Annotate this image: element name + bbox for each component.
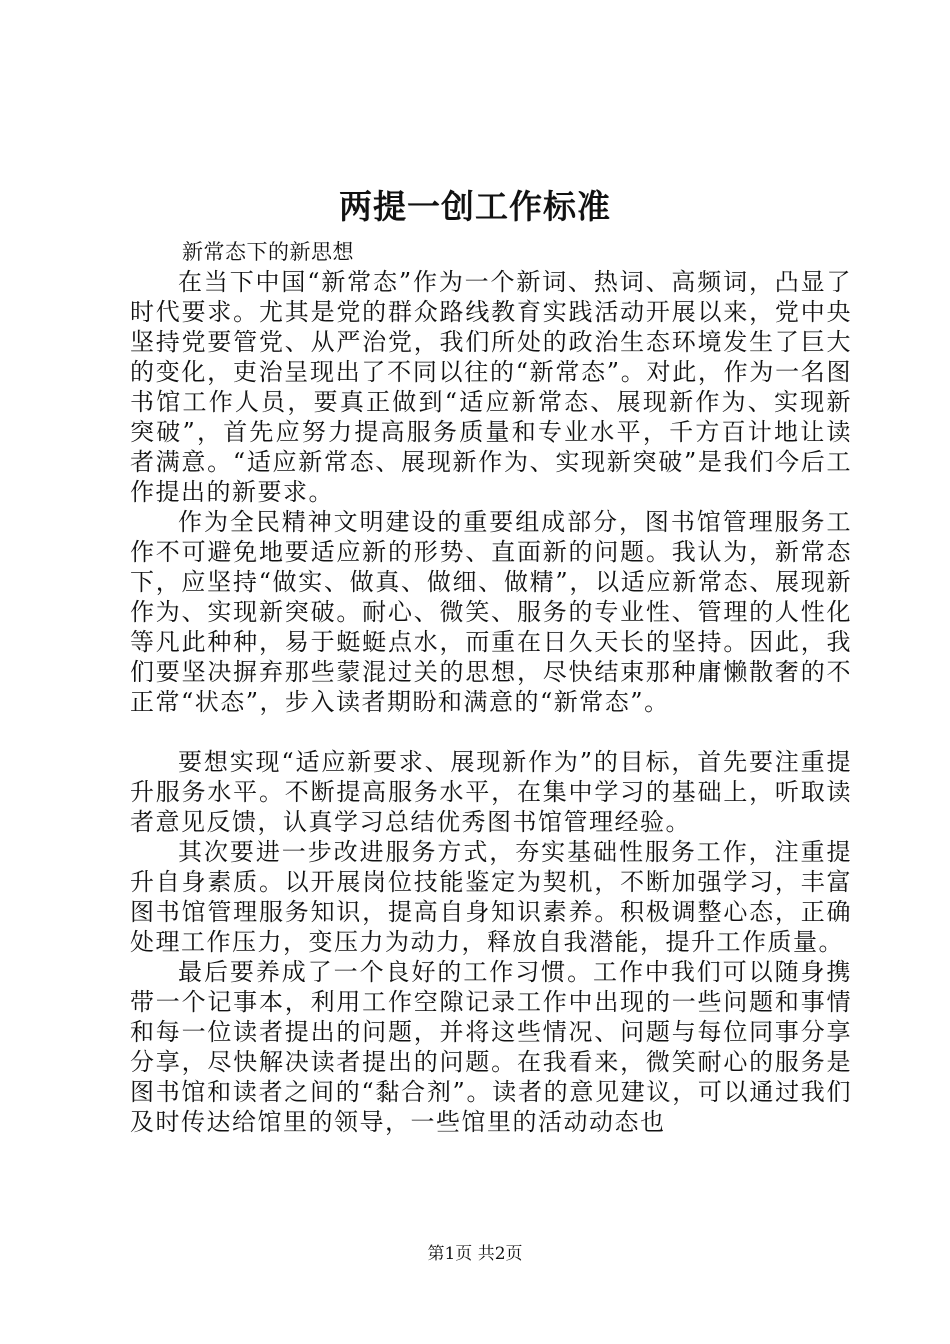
document-title: 两提一创工作标准 — [339, 187, 611, 226]
page-number-footer: 第1页 共2页 — [427, 1244, 523, 1264]
paragraph-1: 在当下中国“新常态”作为一个新词、热词、高频词，凸显了时代要求。尤其是党的群众路线教育实践活动开展以来，党中央坚持党要管党、从严治党，我们所处的政治生态环境发生了巨大的变化，吏治呈现出了不同以往的“新常态”。对此，作为一名图书馆工作人员，要真正做到“适应新常态、展现新作为、实现新突破”，首先应努力提高服务质量和专业水平，千方百计地让读者满意。“适应新常态、展现新作为、实现新突破”是我们今后工作提出的新要求。 — [130, 268, 852, 506]
document-body — [130, 237, 852, 1137]
paragraph-4: 其次要进一步改进服务方式，夯实基础性服务工作，注重提升自身素质。以开展岗位技能鉴定为契机，不断加强学习，丰富图书馆管理服务知识，提高自身知识素养。积极调整心态，正确处理工作压力，变压力为动力，释放自我潜能，提升工作质量。 — [130, 838, 852, 956]
paragraph-3: 要想实现“适应新要求、展现新作为”的目标，首先要注重提升服务水平。不断提高服务水平，在集中学习的基础上，听取读者意见反馈，认真学习总结优秀图书馆管理经验。 — [130, 748, 852, 836]
paragraph-2: 作为全民精神文明建设的重要组成部分，图书馆管理服务工作不可避免地要适应新的形势、直面新的问题。我认为，新常态下，应坚持“做实、做真、做细、做精”，以适应新常态、展现新作为、实现新突破。耐心、微笑、服务的专业性、管理的人性化等凡此种种，易于蜓蜓点水，而重在日久天长的坚持。因此，我们要坚决摒弃那些蒙混过关的思想，尽快结束那种庸懒散奢的不正常“状态”，步入读者期盼和满意的“新常态”。 — [130, 508, 852, 716]
section-subtitle: 新常态下的新思想 — [182, 240, 354, 264]
paragraph-5: 最后要养成了一个良好的工作习惯。工作中我们可以随身携带一个记事本，利用工作空隙记录工作中出现的一些问题和事情和每一位读者提出的问题，并将这些情况、问题与每位同事分享分享，尽快解决读者提出的问题。在我看来，微笑耐心的服务是图书馆和读者之间的“黏合剂”。读者的意见建议，可以通过我们及时传达给馆里的领导，一些馆里的活动动态也 — [130, 958, 852, 1136]
